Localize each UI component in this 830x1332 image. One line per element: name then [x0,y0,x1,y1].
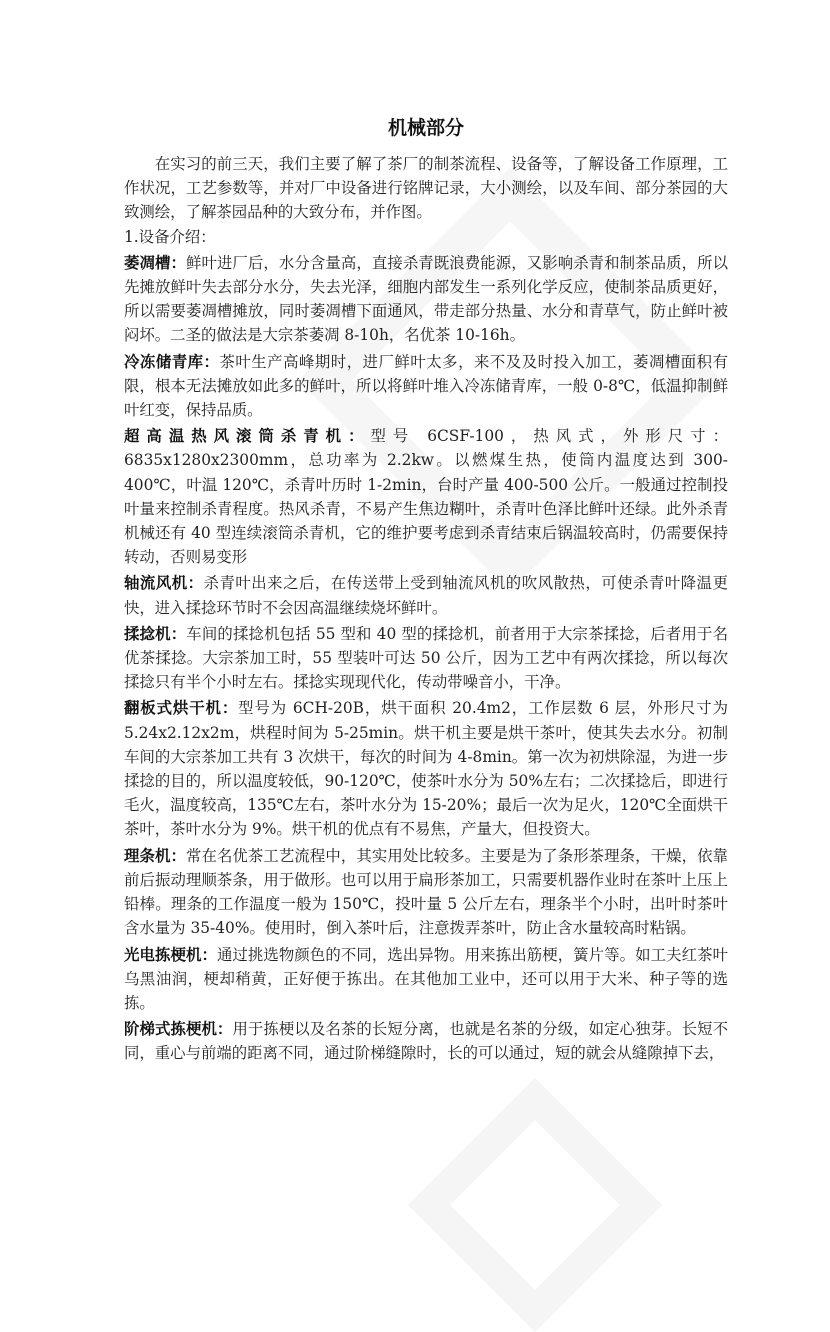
equipment-flap-dryer [124,696,728,841]
equipment-term: 翻板式烘干机： [124,699,239,718]
equipment-strip-shaper [124,844,728,941]
equipment-description: 车间的揉捻机包括 55 型和 40 型的揉捻机，前者用于大宗茶揉捻，后者用于名优茶揉捻。大宗茶加工时，55 型装叶可达 50 公斤，因为工艺中有两次揉捻，所以每次揉捻只有半个小时左右。揉捻实现现代化，传动带噪音小，干净。 [124,624,728,692]
equipment-description: 型号为 6CH-20B，烘干面积 20.4m2，工作层数 6 层，外形尺寸为 5.24x2.12x2m，烘程时间为 5-25min。烘干机主要是烘干茶叶，使其失去水分。初制车间的大宗茶加工共有 3 次烘干，每次的时间为 4-8min。第一次为初烘除湿，为进一步揉捻的目的，所以温度较低，90-120℃，使茶叶水分为 50%左右；二次揉捻后，即进行毛火，温度较高，135℃左右，茶叶水分为 15-20%；最后一次为足火，120℃全面烘干茶叶，茶叶水分为 9%。烘干机的优点有不易焦，产量大，但投资大。 [124,699,728,839]
equipment-term: 揉捻机： [124,624,187,643]
watermark-diamond-bottom [408,1078,663,1332]
document-body [124,116,728,1066]
section-heading: 1.设备介绍： [124,227,216,246]
equipment-description: 通过挑选物颜色的不同，选出异物。用来拣出筋梗，簧片等。如工夫红茶叶乌黑油润，梗却稍黄，正好便于拣出。在其他加工业中，还可以用于大米、种子等的选拣。 [124,945,728,1012]
equipment-cold-storage [124,350,728,423]
equipment-term: 阶梯式拣梗机： [124,1020,233,1039]
equipment-hot-air-drum-fixer [124,424,728,569]
equipment-term: 超高温热风滚筒杀青机： [124,427,371,446]
equipment-withering-trough [124,251,728,348]
equipment-description: 型号 6CSF-100，热风式，外形尺寸：6835x1280x2300mm，总功率为 2.2kw。以燃煤生热，使筒内温度达到 300-400℃，叶温 120℃，杀青叶历时 1-2min，台时产量 400-500 公斤。一般通过控制投叶量来控制杀青程度。热风杀青，不易产生焦边糊叶，杀青叶色泽比鲜叶还绿。此外杀青机械还有 40 型连续滚筒杀青机，它的维护要考虑到杀青结束后锅温较高时，仍需要保持转动，否则易变形 [124,427,728,567]
equipment-term: 理条机： [124,846,186,865]
equipment-photoelectric-sorter [124,943,728,1016]
intro-paragraph: 在实习的前三天，我们主要了解了茶厂的制茶流程、设备等，了解设备工作原理，工作状况，工艺参数等，并对厂中设备进行铭牌记录，大小测绘，以及车间、部分茶园的大致测绘，了解茶园品种的大致分布，并作图。 [124,155,728,222]
equipment-term: 光电拣梗机： [124,945,217,964]
equipment-step-stem-sorter [124,1017,728,1065]
equipment-description: 茶叶生产高峰期时，进厂鲜叶太多，来不及及时投入加工，萎凋槽面积有限，根本无法摊放如此多的鲜叶，所以将鲜叶堆入冷冻储青库，一般 0-8℃，低温抑制鲜叶红变，保持品质。 [124,352,728,420]
equipment-term: 萎凋槽： [124,253,186,272]
equipment-description: 用于拣梗以及名茶的长短分离，也就是名茶的分级，如定心独芽。长短不同，重心与前端的距离不同，通过阶梯缝隙时，长的可以通过，短的就会从缝隙掉下去， [124,1020,728,1063]
equipment-description: 常在名优茶工艺流程中，其实用处比较多。主要是为了条形茶理条，干燥，依靠前后振动理顺茶条，用于做形。也可以用于扁形茶加工，只需要机器作业时在茶叶上压上铅棒。理条的工作温度一般为 150℃，投叶量 5 公斤左右，理条半个小时，出叶时茶叶含水量为 35-40%。使用时，倒入茶叶后，注意拨弄茶叶，防止含水量较高时粘锅。 [124,846,728,938]
equipment-term: 轴流风机： [124,574,204,593]
equipment-rolling-machine [124,622,728,695]
equipment-term: 冷冻储青库： [124,352,220,371]
equipment-axial-fan [124,571,728,619]
equipment-description: 杀青叶出来之后，在传送带上受到轴流风机的吹风散热，可使杀青叶降温更快，进入揉捻环节时不会因高温继续烧坏鲜叶。 [124,574,728,617]
page-title: 机械部分 [387,117,464,139]
equipment-description: 鲜叶进厂后，水分含量高，直接杀青既浪费能源，又影响杀青和制茶品质，所以先摊放鲜叶失去部分水分，失去光泽，细胞内部发生一系列化学反应，使制茶品质更好，所以需要萎凋槽摊放，同时萎凋槽下面通风，带走部分热量、水分和青草气，防止鲜叶被闷坏。二圣的做法是大宗茶萎凋 8-10h，名优茶 10-16h。 [124,253,728,345]
